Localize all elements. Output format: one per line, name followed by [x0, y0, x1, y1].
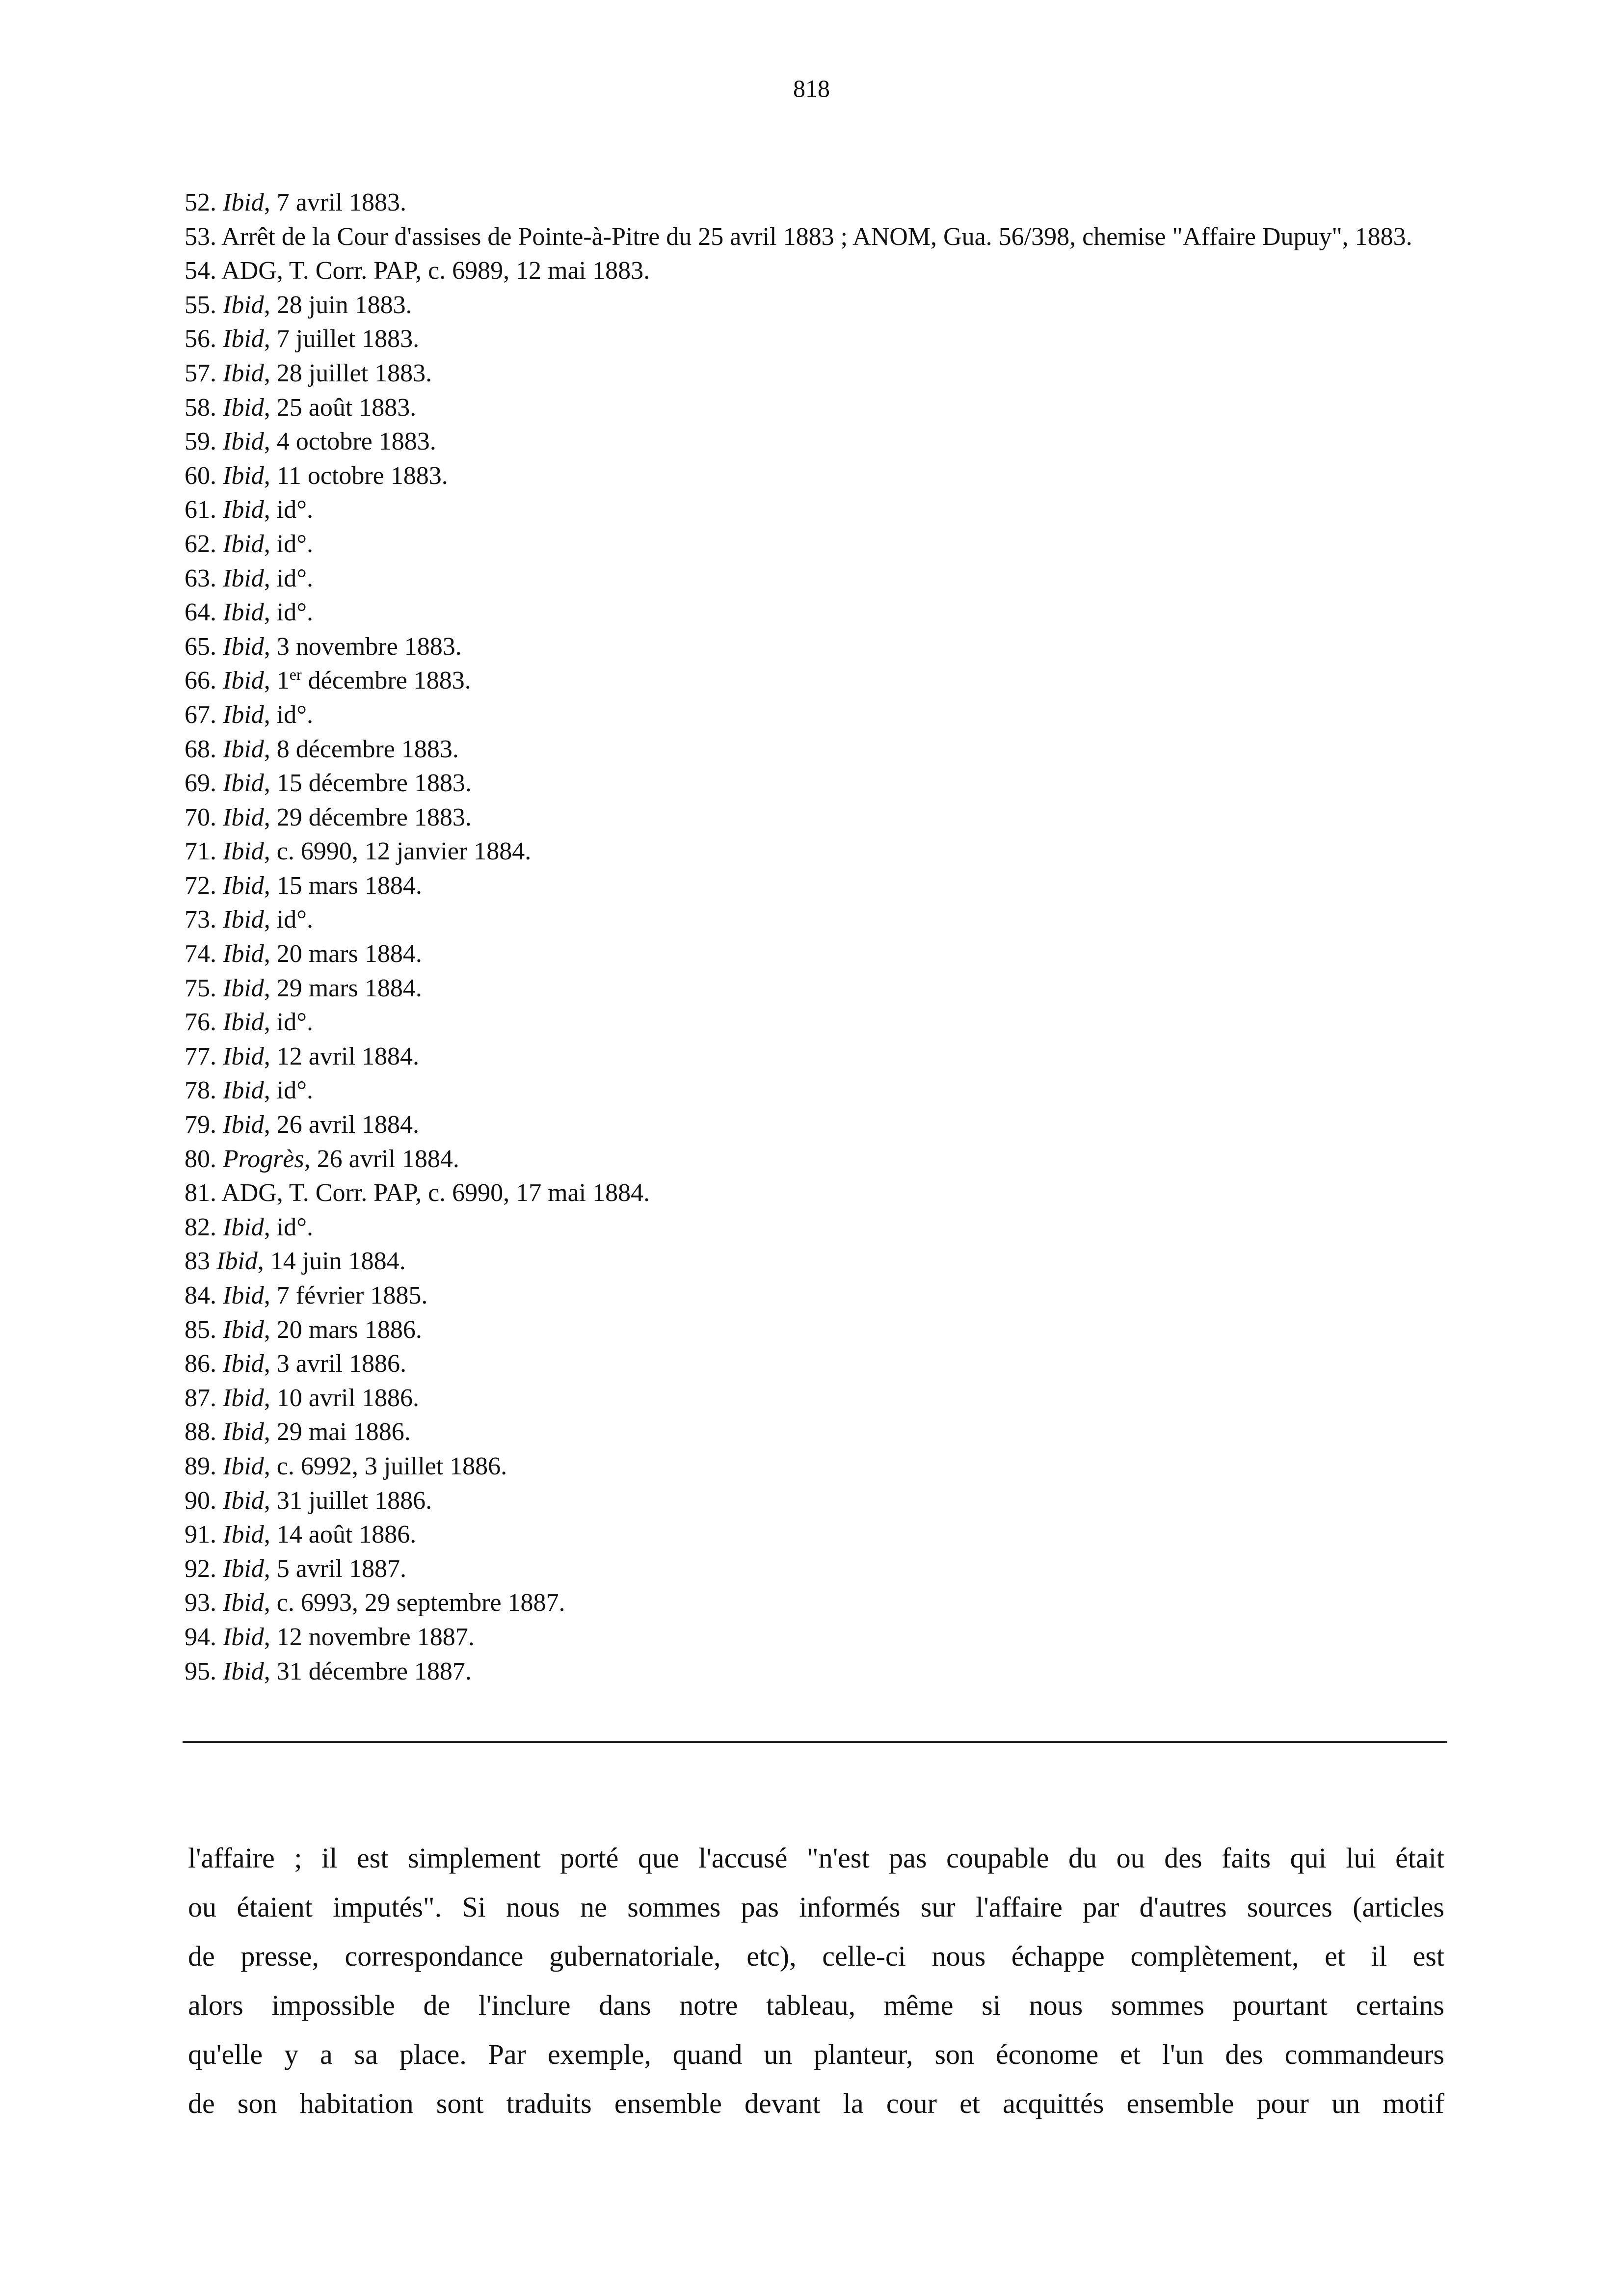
endnote-source-italic: Ibid — [223, 803, 264, 831]
endnote-number: 72. — [185, 871, 216, 900]
endnote-number: 57. — [185, 359, 216, 387]
endnote-item — [185, 493, 1441, 527]
endnote-number: 56. — [185, 325, 216, 353]
endnote-item — [185, 1415, 1441, 1449]
body-line: ou étaient imputés". Si nous ne sommes pas informés sur l'affaire par d'autres sources (articles — [188, 1891, 1444, 1923]
endnote-number: 82. — [185, 1213, 216, 1241]
body-line: de presse, correspondance gubernatoriale, etc), celle-ci nous échappe complètement, et il est — [188, 1940, 1444, 1972]
endnote-number: 67. — [185, 700, 216, 729]
endnote-item — [185, 1655, 1441, 1689]
endnote-number: 79. — [185, 1111, 216, 1139]
endnote-number: 87. — [185, 1384, 216, 1412]
endnote-item — [185, 425, 1441, 459]
endnote-source-italic: Ibid — [223, 871, 264, 900]
endnote-source-italic: Ibid — [223, 1008, 264, 1037]
endnote-source-italic: Ibid — [223, 1384, 264, 1412]
endnote-source-italic: Ibid — [223, 735, 264, 763]
endnote-source-italic: Ibid — [223, 1452, 264, 1480]
endnote-text: , id°. — [264, 496, 314, 524]
endnote-item — [185, 288, 1441, 322]
endnote-number: 68. — [185, 735, 216, 763]
endnote-text: , 25 août 1883. — [264, 393, 417, 422]
endnote-number: 63. — [185, 564, 216, 592]
endnote-text: , 12 novembre 1887. — [264, 1623, 475, 1651]
endnote-number: 53. — [185, 222, 216, 251]
endnote-source-italic: Ibid — [223, 530, 264, 558]
endnote-number: 81. — [185, 1179, 216, 1207]
endnote-text: , 20 mars 1886. — [264, 1315, 422, 1344]
endnote-text: , 20 mars 1884. — [264, 940, 422, 968]
endnote-source-italic: Ibid — [223, 940, 264, 968]
endnote-number: 73. — [185, 906, 216, 934]
endnote-text: , 8 décembre 1883. — [264, 735, 459, 763]
endnote-text: , 26 avril 1884. — [304, 1145, 459, 1173]
endnote-number: 89. — [185, 1452, 216, 1480]
endnote-text: , 10 avril 1886. — [264, 1384, 420, 1412]
endnote-text: , id°. — [264, 1076, 314, 1105]
endnote-item — [185, 1518, 1441, 1552]
endnote-number: 54. — [185, 257, 216, 285]
endnote-text: , 29 mai 1886. — [264, 1418, 411, 1446]
endnote-item — [185, 1552, 1441, 1586]
endnote-number: 64. — [185, 598, 216, 627]
endnote-text: , 29 mars 1884. — [264, 974, 422, 1002]
endnote-item — [185, 1210, 1441, 1245]
endnote-text: , 3 novembre 1883. — [264, 632, 462, 661]
endnote-item — [185, 630, 1441, 664]
endnote-source-italic: Ibid — [223, 1281, 264, 1309]
endnote-item — [185, 595, 1441, 630]
endnote-text: Arrêt de la Cour d'assises de Pointe-à-Pitre du 25 avril 1883 ; ANOM, Gua. 56/398, chemise "Affaire Dupuy", 1883. — [221, 222, 1412, 251]
endnote-source-italic: Ibid — [223, 1042, 264, 1070]
endnote-text: , id°. — [264, 564, 314, 592]
endnote-text: , c. 6990, 12 janvier 1884. — [264, 837, 532, 866]
endnote-source-italic: Ibid — [223, 1589, 264, 1617]
body-line: de son habitation sont traduits ensemble devant la cour et acquittés ensemble pour un motif — [188, 2087, 1444, 2119]
endnote-source-italic: Ibid — [223, 427, 264, 456]
endnote-item — [185, 1313, 1441, 1347]
endnote-source-italic: Ibid — [223, 325, 264, 353]
endnote-item — [185, 1449, 1441, 1484]
endnote-item — [185, 1005, 1441, 1040]
endnote-number: 78. — [185, 1076, 216, 1105]
endnote-text: , 15 décembre 1883. — [264, 769, 472, 798]
endnote-text: , c. 6992, 3 juillet 1886. — [264, 1452, 507, 1480]
endnote-source-italic: Ibid — [223, 461, 264, 490]
endnote-source-italic: Ibid — [223, 393, 264, 422]
endnote-number: 61. — [185, 496, 216, 524]
endnote-number: 80. — [185, 1145, 216, 1173]
endnote-text: , 28 juillet 1883. — [264, 359, 432, 387]
endnote-number: 60. — [185, 461, 216, 490]
endnote-item — [185, 1279, 1441, 1313]
endnote-text: , 14 août 1886. — [264, 1521, 417, 1549]
endnote-source-italic: Ibid — [223, 632, 264, 661]
endnote-number: 92. — [185, 1554, 216, 1583]
endnote-item — [185, 801, 1441, 835]
endnote-text: , 11 octobre 1883. — [264, 461, 448, 490]
endnote-source-italic: Ibid — [216, 1247, 258, 1276]
endnote-source-italic: Ibid — [223, 359, 264, 387]
endnote-item — [185, 1040, 1441, 1074]
endnote-item — [185, 1244, 1441, 1279]
endnote-number: 62. — [185, 530, 216, 558]
endnote-number: 66. — [185, 667, 216, 695]
endnote-source-italic: Ibid — [223, 769, 264, 798]
endnote-source-italic: Ibid — [223, 1111, 264, 1139]
endnote-item — [185, 186, 1441, 220]
endnote-number: 84. — [185, 1281, 216, 1309]
endnote-number: 76. — [185, 1008, 216, 1037]
endnote-source-italic: Ibid — [223, 1623, 264, 1651]
endnote-number: 77. — [185, 1042, 216, 1070]
endnote-item — [185, 732, 1441, 767]
body-line: alors impossible de l'inclure dans notre tableau, même si nous sommes pourtant certains — [188, 1989, 1444, 2021]
endnote-source-italic: Ibid — [223, 1657, 264, 1685]
endnote-source-italic: Ibid — [223, 667, 264, 695]
endnote-source-italic: Ibid — [223, 837, 264, 866]
endnote-item — [185, 1073, 1441, 1108]
endnote-item — [185, 527, 1441, 561]
endnote-item — [185, 698, 1441, 732]
endnote-number: 83 — [185, 1247, 210, 1276]
endnote-item — [185, 356, 1441, 391]
endnote-source-italic: Ibid — [223, 1315, 264, 1344]
endnote-text: , 7 avril 1883. — [264, 188, 407, 216]
endnote-source-italic: Ibid — [223, 1521, 264, 1549]
endnote-number: 55. — [185, 291, 216, 319]
endnote-source-italic: Ibid — [223, 598, 264, 627]
endnote-text: , 7 février 1885. — [264, 1281, 428, 1309]
endnote-number: 91. — [185, 1521, 216, 1549]
endnote-source-italic: Ibid — [223, 700, 264, 729]
endnote-item — [185, 1381, 1441, 1415]
endnote-item — [185, 1142, 1441, 1176]
endnote-source-italic: Ibid — [223, 496, 264, 524]
endnote-source-italic: Ibid — [223, 188, 264, 216]
endnote-text: , 15 mars 1884. — [264, 871, 422, 900]
endnote-number: 74. — [185, 940, 216, 968]
endnote-item — [185, 1484, 1441, 1518]
endnote-item — [185, 1586, 1441, 1620]
endnote-text: , id°. — [264, 700, 314, 729]
endnote-item — [185, 937, 1441, 971]
endnote-source-italic: Ibid — [223, 1213, 264, 1241]
endnote-number: 94. — [185, 1623, 216, 1651]
endnote-text: , 1 — [264, 667, 290, 695]
endnote-item — [185, 834, 1441, 869]
endnote-superscript: er — [289, 666, 302, 684]
endnote-item — [185, 459, 1441, 493]
endnote-text: ADG, T. Corr. PAP, c. 6990, 17 mai 1884. — [221, 1179, 650, 1207]
endnote-item — [185, 903, 1441, 937]
endnote-item — [185, 254, 1441, 288]
endnote-source-italic: Ibid — [223, 1418, 264, 1446]
endnote-item — [185, 391, 1441, 425]
endnote-text: , 5 avril 1887. — [264, 1554, 407, 1583]
endnote-text: , id°. — [264, 1213, 314, 1241]
section-divider — [183, 1741, 1447, 1743]
endnote-source-italic: Ibid — [223, 1486, 264, 1515]
endnote-number: 93. — [185, 1589, 216, 1617]
endnote-text: , 31 juillet 1886. — [264, 1486, 432, 1515]
endnote-text: , c. 6993, 29 septembre 1887. — [264, 1589, 565, 1617]
endnote-item — [185, 664, 1441, 698]
endnote-number: 58. — [185, 393, 216, 422]
endnote-item — [185, 766, 1441, 801]
endnote-item — [185, 1176, 1441, 1210]
endnote-source-italic: Ibid — [223, 1076, 264, 1105]
page-number: 818 — [793, 75, 830, 102]
endnote-item — [185, 220, 1441, 254]
endnote-item — [185, 971, 1441, 1006]
endnotes-list — [185, 186, 1441, 1688]
endnote-text: décembre 1883. — [301, 667, 471, 695]
endnote-source-italic: Ibid — [223, 906, 264, 934]
endnote-source-italic: Ibid — [223, 291, 264, 319]
endnote-text: , id°. — [264, 530, 314, 558]
endnote-number: 85. — [185, 1315, 216, 1344]
body-line: l'affaire ; il est simplement porté que l'accusé "n'est pas coupable du ou des faits qui lui était — [188, 1842, 1444, 1874]
endnote-source-italic: Ibid — [223, 1554, 264, 1583]
endnote-number: 95. — [185, 1657, 216, 1685]
endnote-number: 69. — [185, 769, 216, 798]
endnote-number: 70. — [185, 803, 216, 831]
endnote-number: 59. — [185, 427, 216, 456]
endnote-number: 52. — [185, 188, 216, 216]
endnote-source-italic: Ibid — [223, 564, 264, 592]
body-line: qu'elle y a sa place. Par exemple, quand un planteur, son économe et l'un des commandeurs — [188, 2038, 1444, 2070]
endnote-number: 90. — [185, 1486, 216, 1515]
body-paragraph — [188, 1834, 1444, 2128]
endnote-text: , 4 octobre 1883. — [264, 427, 436, 456]
endnote-text: ADG, T. Corr. PAP, c. 6989, 12 mai 1883. — [221, 257, 650, 285]
endnote-item — [185, 322, 1441, 356]
endnote-source-italic: Ibid — [223, 974, 264, 1002]
endnote-text: , 31 décembre 1887. — [264, 1657, 472, 1685]
endnote-item — [185, 1347, 1441, 1381]
endnote-text: , 28 juin 1883. — [264, 291, 412, 319]
endnote-source-italic: Progrès — [223, 1145, 304, 1173]
endnote-item — [185, 869, 1441, 903]
endnote-item — [185, 1620, 1441, 1655]
endnote-item — [185, 1108, 1441, 1142]
endnote-source-italic: Ibid — [223, 1350, 264, 1378]
endnote-text: , 26 avril 1884. — [264, 1111, 420, 1139]
endnote-text: , id°. — [264, 598, 314, 627]
endnote-text: , 7 juillet 1883. — [264, 325, 420, 353]
endnote-text: , id°. — [264, 906, 314, 934]
endnote-text: , 14 juin 1884. — [257, 1247, 406, 1276]
endnote-text: , 12 avril 1884. — [264, 1042, 420, 1070]
endnote-number: 75. — [185, 974, 216, 1002]
endnote-text: , id°. — [264, 1008, 314, 1037]
endnote-text: , 29 décembre 1883. — [264, 803, 472, 831]
endnote-number: 71. — [185, 837, 216, 866]
endnote-number: 65. — [185, 632, 216, 661]
endnote-item — [185, 561, 1441, 596]
endnote-text: , 3 avril 1886. — [264, 1350, 407, 1378]
endnote-number: 88. — [185, 1418, 216, 1446]
endnote-number: 86. — [185, 1350, 216, 1378]
